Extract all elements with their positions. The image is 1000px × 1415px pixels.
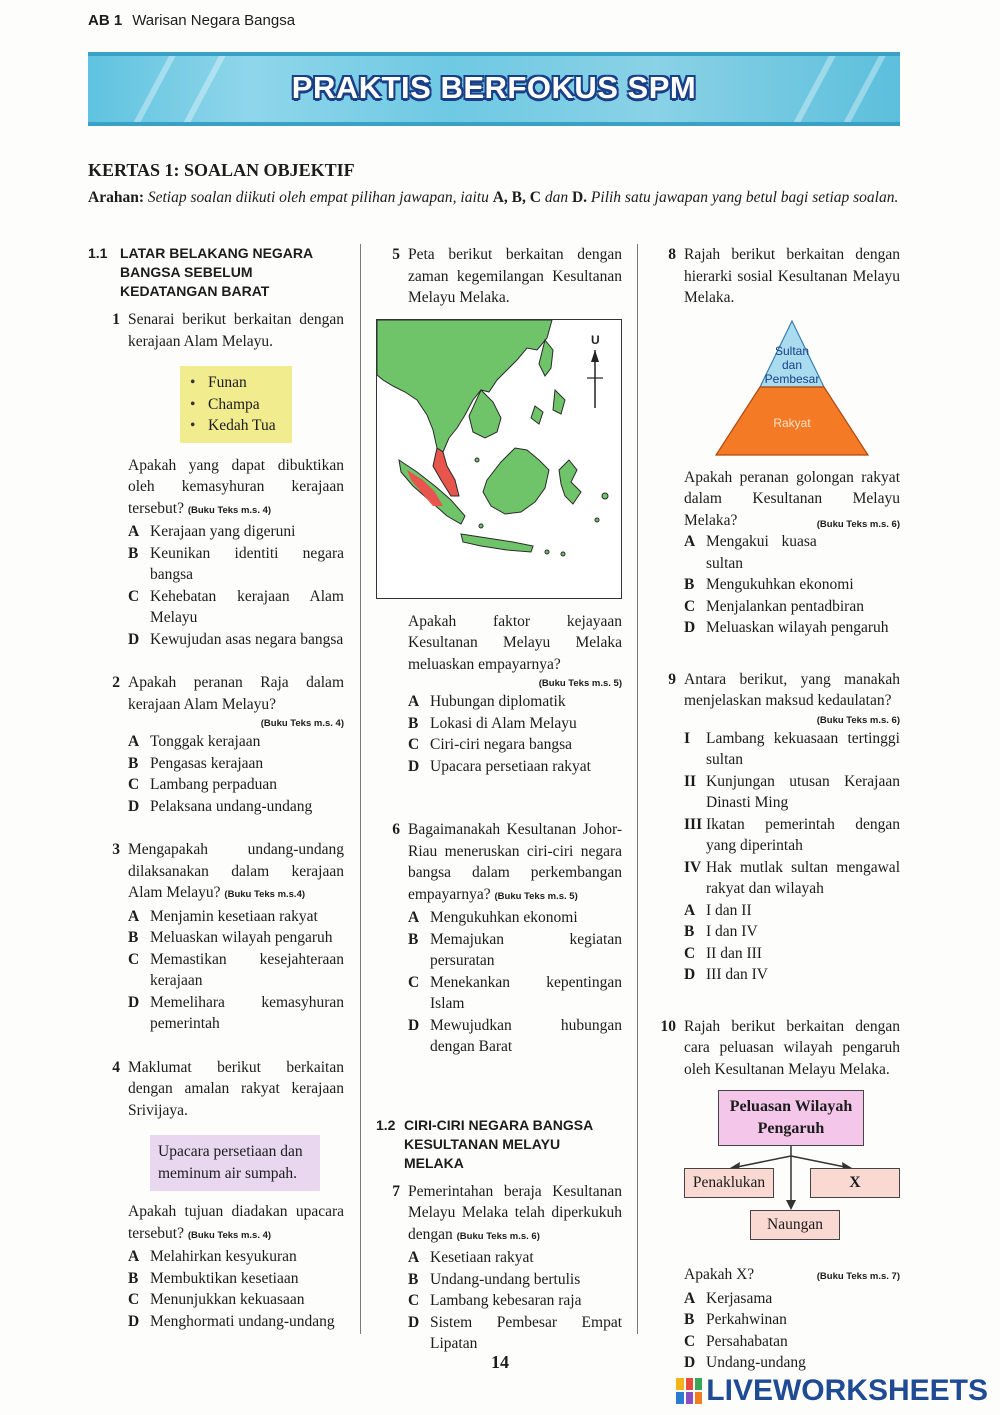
question-stem: Senarai berikut berkaitan dengan kerajaan Alam Melayu.	[128, 311, 344, 350]
option-c[interactable]: C Menjalankan pentadbiran	[684, 597, 864, 615]
option-d[interactable]: D Meluaskan wilayah pengaruh	[684, 619, 889, 636]
question-stem-2: Apakah X? (Buku Teks m.s. 7)	[684, 1264, 900, 1288]
option-c[interactable]: C Menunjukkan kekuasaan	[128, 1291, 305, 1308]
chapter-label: AB 1	[88, 12, 123, 29]
option-a[interactable]: A Kesetiaan rakyat	[408, 1249, 534, 1266]
instructions-label: Arahan:	[88, 189, 144, 206]
instructions-dan: dan	[544, 189, 569, 206]
pyramid-bottom-label: Rakyat	[773, 415, 811, 430]
map-graphic	[377, 320, 620, 597]
instructions-text2: Pilih satu jawapan yang betul bagi setiap soalan.	[590, 189, 899, 206]
statement-iv: IV Hak mutlak sultan mengawal rakyat dan wilayah	[684, 858, 900, 897]
question-stem: Rajah berikut berkaitan dengan hierarki sosial Kesultanan Melayu Melaka.	[684, 246, 900, 306]
section-text: CIRI-CIRI NEGARA BANGSA KESULTANAN MELAYU MELAKA	[404, 1116, 593, 1171]
column-3	[652, 244, 900, 1374]
option-a[interactable]: A Menjamin kesetiaan rakyat	[128, 907, 318, 925]
instructions-opts: A, B, C	[492, 189, 541, 206]
option-d[interactable]: D Undang-undang	[684, 1354, 806, 1371]
question-stem: Antara berikut, yang manakah menjelaskan maksud kedaulatan?	[684, 670, 900, 709]
option-b[interactable]: B Lokasi di Alam Melayu	[408, 714, 577, 732]
option-c[interactable]: C Lambang kebesaran raja	[408, 1292, 582, 1309]
option-b[interactable]: B Keunikan identiti negara bangsa	[128, 544, 344, 583]
option-a[interactable]: A Melahirkan kesyukuran	[128, 1248, 297, 1265]
question-6	[376, 819, 622, 1058]
option-d[interactable]: D Mewujudkan hubungan dengan Barat	[408, 1016, 622, 1055]
question-number: 1	[112, 311, 120, 328]
option-a[interactable]: A Mengukuhkan ekonomi	[408, 909, 578, 926]
textbook-ref: (Buku Teks m.s. 6)	[816, 518, 900, 530]
pyramid-top-line2: dan	[781, 357, 803, 372]
option-d[interactable]: D Sistem Pembesar Empat Lipatan	[408, 1313, 622, 1352]
question-number: 8	[668, 246, 676, 263]
question-stem: Mengapakah undang-undang dilaksanakan dalam kerajaan Alam Melayu? (Buku Teks m.s.4)	[128, 841, 344, 901]
question-stem: Apakah peranan Raja dalam kerajaan Alam Melayu?	[128, 674, 344, 713]
option-d[interactable]: D Pelaksana undang-undang	[128, 797, 313, 815]
section-title	[88, 244, 344, 301]
diagram-top-box: Peluasan Wilayah Pengaruh	[718, 1090, 864, 1146]
list-item: Funan	[208, 374, 247, 391]
statement-ii: II Kunjungan utusan Kerajaan Dinasti Ming	[684, 772, 900, 811]
expansion-diagram	[652, 1090, 900, 1250]
option-b[interactable]: B Perkahwinan	[684, 1311, 787, 1328]
liveworksheets-brand[interactable]	[676, 1374, 988, 1408]
question-number: 5	[392, 246, 400, 263]
question-number: 10	[660, 1017, 676, 1035]
option-b[interactable]: B Memajukan kegiatan persuratan	[408, 930, 622, 969]
pyramid-top-line3: Pembesar	[764, 371, 820, 386]
option-c[interactable]: C II dan III	[684, 944, 762, 962]
paper-title: KERTAS 1: SOALAN OBJEKTIF	[88, 160, 355, 180]
column-2	[376, 244, 622, 1355]
question-stem-2: Apakah tujuan diadakan upacara tersebut? (Buku Teks m.s. 4)	[128, 1203, 344, 1242]
pyramid-top-line1: Sultan	[774, 343, 810, 358]
chapter-title: Warisan Negara Bangsa	[132, 12, 296, 29]
option-d[interactable]: D Memelihara kemasyhuran pemerintah	[128, 993, 344, 1032]
instructions	[88, 187, 900, 209]
section-number: 1.1	[88, 245, 108, 261]
option-d[interactable]: D Kewujudan asas negara bangsa	[128, 630, 344, 648]
option-b[interactable]: B Mengukuhkan ekonomi	[684, 576, 854, 593]
option-b[interactable]: B Membuktikan kesetiaan	[128, 1269, 299, 1287]
option-b[interactable]: B Undang-undang bertulis	[408, 1270, 581, 1288]
option-a[interactable]: A Kerjasama	[684, 1289, 773, 1307]
option-a[interactable]: A Hubungan diplomatik	[408, 693, 566, 710]
question-number: 3	[112, 841, 120, 858]
statement-i: I Lambang kekuasaan tertinggi sultan	[684, 729, 900, 768]
info-box: • Funan • Champa • Kedah Tua	[180, 366, 292, 443]
option-c[interactable]: C Memastikan kesejahteraan kerajaan	[128, 950, 344, 989]
question-5-body	[376, 611, 622, 778]
question-stem-2: Apakah peranan golongan rakyat dalam Kesultanan Melayu Melaka? (Buku Teks m.s. 6)	[684, 467, 900, 532]
option-d[interactable]: D Upacara persetiaan rakyat	[408, 757, 591, 775]
question-3	[88, 839, 344, 1035]
question-10	[652, 1016, 900, 1081]
diagram-left-box: Penaklukan	[684, 1168, 774, 1198]
instructions-d: D.	[571, 189, 588, 206]
question-number: 6	[392, 821, 400, 838]
instructions-text: Setiap soalan diikuti oleh empat pilihan jawapan, iaitu	[147, 189, 489, 206]
textbook-ref: (Buku Teks m.s. 5)	[494, 890, 578, 902]
option-c[interactable]: C Menekankan kepentingan Islam	[408, 973, 622, 1012]
textbook-ref: (Buku Teks m.s. 7)	[816, 1271, 900, 1282]
question-number: 4	[112, 1058, 120, 1076]
map-southeast-asia	[376, 319, 622, 599]
list-item: Kedah Tua	[208, 417, 276, 434]
column-divider	[637, 244, 638, 1334]
column-divider	[360, 244, 361, 1334]
question-2	[88, 672, 344, 817]
option-a[interactable]: A I dan II	[684, 901, 752, 919]
option-c[interactable]: C Kehebatan kerajaan Alam Melayu	[128, 587, 344, 626]
option-c[interactable]: C Ciri-ciri negara bangsa	[408, 736, 573, 753]
option-a[interactable]: A Kerajaan yang digeruni	[128, 523, 296, 540]
statement-iii: III Ikatan pemerintah dengan yang diperintah	[684, 815, 900, 854]
question-number: 9	[668, 670, 676, 688]
option-d[interactable]: D III dan IV	[684, 966, 768, 983]
question-8	[652, 244, 900, 639]
question-number: 7	[392, 1182, 400, 1200]
section-number: 1.2	[376, 1116, 396, 1133]
question-stem: Bagaimanakah Kesultanan Johor-Riau meneruskan ciri-ciri negara bangsa dalam perkembangan empayarnya? (Buku Teks m.s. 5)	[408, 821, 622, 903]
question-7	[376, 1181, 622, 1355]
banner	[88, 52, 900, 126]
option-a[interactable]: A Tonggak kerajaan	[128, 733, 261, 750]
question-5	[376, 244, 622, 309]
section-title	[376, 1116, 622, 1173]
question-number: 2	[112, 674, 120, 691]
textbook-ref: (Buku Teks m.s. 4)	[187, 504, 272, 516]
textbook-ref: (Buku Teks m.s.4)	[224, 889, 306, 900]
running-header	[88, 12, 295, 29]
banner-title: PRAKTIS BERFOKUS SPM	[291, 70, 697, 105]
question-stem-2: Apakah faktor kejayaan Kesultanan Melayu Melaka meluaskan empayarnya?	[408, 612, 622, 673]
info-box: Upacara persetiaan dan meminum air sumpah.	[150, 1135, 320, 1191]
north-label: U	[591, 332, 600, 347]
diagram-x-box: X	[810, 1168, 900, 1198]
diagram-bottom-box: Naungan	[750, 1210, 840, 1240]
textbook-ref: (Buku Teks m.s. 6)	[456, 1230, 540, 1242]
list-item: Champa	[208, 395, 260, 413]
liveworksheets-logo-icon	[676, 1378, 702, 1404]
liveworksheets-text: LIVEWORKSHEETS	[706, 1374, 988, 1407]
textbook-ref: (Buku Teks m.s. 4)	[260, 718, 344, 729]
option-b[interactable]: B Pengasas kerajaan	[128, 754, 264, 772]
page-number: 14	[491, 1352, 509, 1372]
section-text: LATAR BELAKANG NEGARA BANGSA SEBELUM KEDATANGAN BARAT	[120, 245, 313, 299]
question-stem: Pemerintahan beraja Kesultanan Melayu Melaka telah diperkukuh dengan (Buku Teks m.s. 6)	[408, 1182, 622, 1243]
question-1	[88, 309, 344, 650]
question-stem-2: Apakah yang dapat dibuktikan oleh kemasyhuran kerajaan tersebut? (Buku Teks m.s. 4)	[128, 456, 344, 517]
question-4	[88, 1057, 344, 1333]
option-b[interactable]: B Meluaskan wilayah pengaruh	[128, 929, 333, 946]
question-stem: Rajah berikut berkaitan dengan cara peluasan wilayah pengaruh oleh Kesultanan Melayu Melaka.	[684, 1017, 900, 1078]
option-a[interactable]: A Mengakui kuasa sultan	[684, 533, 817, 572]
option-c[interactable]: C Lambang perpaduan	[128, 776, 277, 793]
textbook-ref: (Buku Teks m.s. 6)	[816, 714, 900, 726]
option-d[interactable]: D Menghormati undang-undang	[128, 1312, 335, 1330]
column-1	[88, 244, 344, 1332]
textbook-ref: (Buku Teks m.s. 4)	[187, 1229, 272, 1241]
social-pyramid	[712, 319, 872, 457]
question-9	[652, 669, 900, 986]
question-stem: Maklumat berikut berkaitan dengan amalan rakyat kerajaan Srivijaya.	[128, 1058, 344, 1119]
question-stem: Peta berikut berkaitan dengan zaman kegemilangan Kesultanan Melayu Melaka.	[408, 246, 622, 306]
textbook-ref: (Buku Teks m.s. 5)	[538, 678, 622, 689]
option-b[interactable]: B I dan IV	[684, 923, 758, 940]
option-c[interactable]: C Persahabatan	[684, 1332, 788, 1350]
